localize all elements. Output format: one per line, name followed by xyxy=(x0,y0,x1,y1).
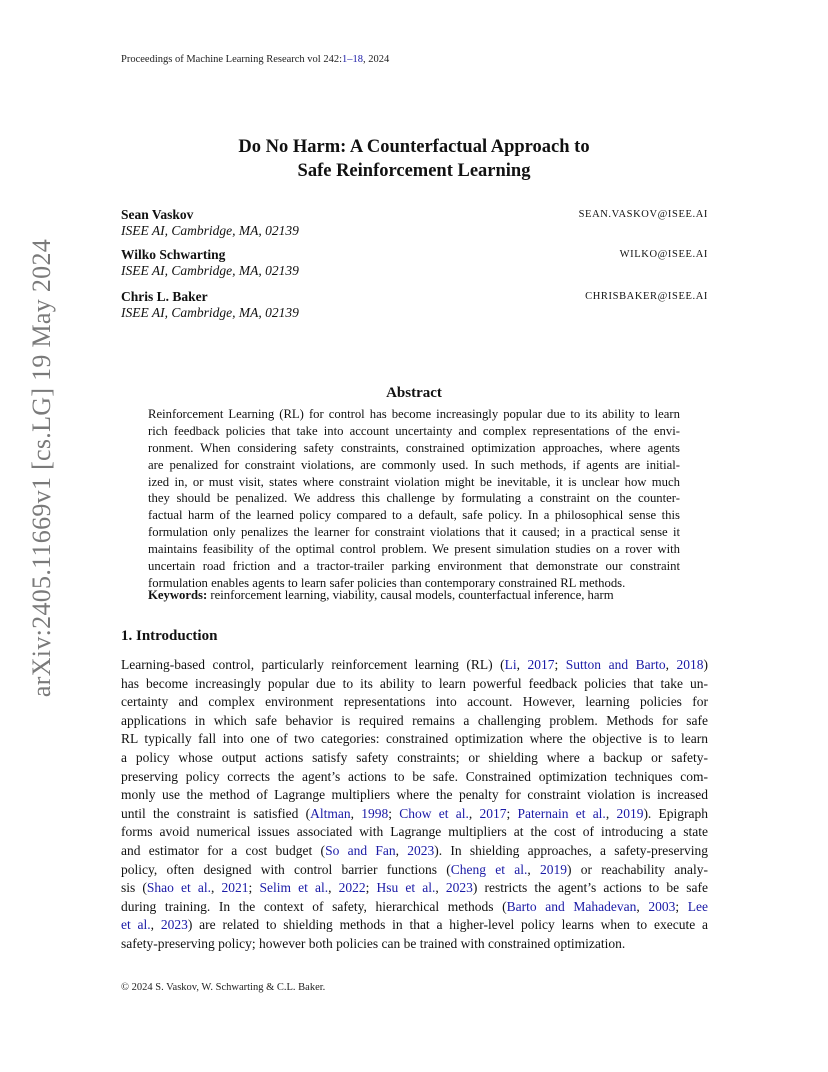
intro-line xyxy=(121,898,708,917)
author-affiliation: ISEE AI, Cambridge, MA, 02139 xyxy=(121,305,299,320)
intro-text: , xyxy=(468,805,480,821)
citation-link[interactable]: Shao et al. xyxy=(146,880,212,896)
citation-link[interactable]: Altman xyxy=(310,805,351,821)
title-line-2: Safe Reinforcement Learning xyxy=(297,161,531,181)
author-name: Chris L. Baker xyxy=(121,289,208,304)
citation-link[interactable]: 2018 xyxy=(676,657,704,672)
intro-text: safety-preserving policy; however both policies can be trained with constrained optimization. xyxy=(121,935,626,951)
citation-link[interactable]: Li xyxy=(504,657,517,672)
intro-text: a policy whose output actions satisfy safety constraints; or shielding where a backup or safety- xyxy=(121,749,708,765)
intro-line xyxy=(121,935,708,954)
intro-text: ; xyxy=(506,805,518,821)
citation-link[interactable]: Chow et al. xyxy=(399,805,469,821)
citation-link[interactable]: et al. xyxy=(121,917,151,933)
intro-text: has become increasingly popular due to its ability to learn powerful feedback policies that take un- xyxy=(121,675,708,691)
citation-link[interactable]: Cheng et al. xyxy=(450,861,528,877)
abstract-body xyxy=(148,406,680,592)
abstract-line: rich feedback policies that take into account uncertainty and complex representations of the envi- xyxy=(148,423,680,438)
abstract-line: uncertain road friction and a tractor-trailer parking environment that demonstrate our constraint xyxy=(148,559,680,574)
intro-text: certainty and complex environment representations into account. However, learning policies for xyxy=(121,694,708,710)
running-header xyxy=(121,54,389,65)
intro-text: ; xyxy=(675,898,688,914)
intro-line xyxy=(121,916,708,935)
intro-text: and estimator for a cost budget ( xyxy=(121,842,326,858)
citation-link[interactable]: 2017 xyxy=(527,657,555,672)
intro-text: ; xyxy=(248,880,260,896)
author-block xyxy=(121,289,708,321)
intro-text: , xyxy=(211,880,222,896)
intro-text: , xyxy=(516,657,528,672)
intro-line xyxy=(121,730,708,749)
citation-link[interactable]: Selim et al. xyxy=(259,880,329,896)
intro-text: ; xyxy=(554,657,566,672)
abstract-line: factual harm of the learned policy compared to a default, safe policy. In a philosophical sense this xyxy=(148,508,680,523)
intro-text: , xyxy=(395,842,408,858)
citation-link[interactable]: 2019 xyxy=(540,861,568,877)
intro-text: , xyxy=(435,880,446,896)
author-block xyxy=(121,247,708,279)
citation-link[interactable]: 2017 xyxy=(479,805,507,821)
author-name: Wilko Schwarting xyxy=(121,247,226,262)
intro-text: ; xyxy=(388,805,400,821)
intro-line xyxy=(121,805,708,824)
citation-link[interactable]: 2003 xyxy=(648,898,676,914)
intro-line xyxy=(121,712,708,731)
citation-link[interactable]: Sutton and Barto xyxy=(565,657,666,672)
intro-text: , xyxy=(636,898,649,914)
title-line-1: Do No Harm: A Counterfactual Approach to xyxy=(238,137,590,157)
citation-link[interactable]: 1998 xyxy=(361,805,389,821)
intro-text: ) restricts the agent’s actions to be safe xyxy=(472,880,708,896)
citation-link[interactable]: Paternain et al. xyxy=(517,805,606,821)
intro-text: ) xyxy=(703,657,708,672)
header-pages-link[interactable]: 1–18 xyxy=(342,54,364,65)
intro-line xyxy=(121,749,708,768)
section-heading: 1. Introduction xyxy=(121,628,218,644)
intro-line xyxy=(121,768,708,787)
intro-text: Learning-based control, particularly reinforcement learning (RL) ( xyxy=(121,657,505,672)
intro-paragraph xyxy=(121,656,708,954)
author-email[interactable]: CHRISBAKER@ISEE.AI xyxy=(585,291,708,302)
abstract-line: they should be penalized. We address this challenge by formulating a constraint on the counter- xyxy=(148,491,680,506)
intro-line xyxy=(121,861,708,880)
intro-line xyxy=(121,656,708,675)
intro-text: ; xyxy=(365,880,377,896)
intro-text: monly use the method of Lagrange multipliers where the penalty for constraint violation is increased xyxy=(121,787,708,803)
intro-line xyxy=(121,693,708,712)
keywords xyxy=(148,588,680,603)
intro-line xyxy=(121,879,708,898)
intro-text: applications in which safe behavior is required remains a challenging problem. Methods for safe xyxy=(121,712,708,728)
intro-text: ). In shielding approaches, a safety-preserving xyxy=(434,842,709,858)
citation-link[interactable]: Barto and Mahadevan xyxy=(506,898,637,914)
intro-text: , xyxy=(350,805,362,821)
intro-line xyxy=(121,675,708,694)
header-suffix: , 2024 xyxy=(363,54,390,65)
arxiv-stamp: arXiv:2405.11669v1 [cs.LG] 19 May 2024 xyxy=(27,238,56,698)
intro-text: ) are related to shielding methods in that a higher-level policy learns when to execute a xyxy=(187,917,708,933)
header-prefix: Proceedings of Machine Learning Research vol 242: xyxy=(121,54,343,65)
author-affiliation: ISEE AI, Cambridge, MA, 02139 xyxy=(121,263,299,278)
intro-text: forms avoid numerical issues associated with Lagrange multipliers at the cost of introducing a state xyxy=(121,824,708,840)
intro-text: until the constraint is satisfied ( xyxy=(121,805,311,821)
intro-line xyxy=(121,823,708,842)
abstract-line: are penalized for constraint violations, are commonly used. In such methods, if agents are initial- xyxy=(148,457,680,472)
citation-link[interactable]: 2022 xyxy=(338,880,366,896)
intro-text: , xyxy=(665,657,677,672)
citation-link[interactable]: 2023 xyxy=(445,880,473,896)
intro-text: during training. In the context of safety, hierarchical methods ( xyxy=(121,898,507,914)
author-block xyxy=(121,207,708,239)
citation-link[interactable]: 2021 xyxy=(221,880,249,896)
abstract-line: Reinforcement Learning (RL) for control has become increasingly popular due to its ability to learn xyxy=(148,407,680,421)
citation-link[interactable]: Lee xyxy=(687,898,709,914)
citation-link[interactable]: 2019 xyxy=(616,805,644,821)
intro-text: , xyxy=(150,917,161,933)
paper-title xyxy=(0,135,828,183)
intro-text: , xyxy=(328,880,339,896)
citation-link[interactable]: So and Fan xyxy=(325,842,396,858)
abstract-line: formulation enables agents to learn safer policies than contemporary constrained RL methods. xyxy=(148,575,626,590)
intro-line xyxy=(121,842,708,861)
citation-link[interactable]: Hsu et al. xyxy=(376,880,436,896)
intro-text: , xyxy=(527,861,541,877)
abstract-line: maintains feasibility of the optimal control problem. We present simulation studies on a rover with xyxy=(148,542,680,557)
copyright-footer: © 2024 S. Vaskov, W. Schwarting & C.L. Baker. xyxy=(121,982,326,993)
intro-text: ). Epigraph xyxy=(643,805,709,821)
keywords-label: Keywords: xyxy=(148,588,208,602)
intro-text: sis ( xyxy=(121,880,147,896)
intro-text: policy, often designed with control barrier functions ( xyxy=(121,861,451,877)
citation-link[interactable]: 2023 xyxy=(160,917,188,933)
abstract-line: ized in, or must visit, states where constraint violation might be inevitable, it is unclear how much xyxy=(148,474,680,489)
abstract-line: formulation only penalizes the learner for constraint violations that it caused; in a practical sense it xyxy=(148,525,680,540)
author-email[interactable]: WILKO@ISEE.AI xyxy=(619,249,708,260)
intro-text: preserving policy corrects the agent’s actions to be safe. Constrained optimization techniques com- xyxy=(121,768,708,784)
intro-text: RL typically fall into one of two categories: constrained optimization where the objective is to learn xyxy=(121,731,708,747)
author-email[interactable]: SEAN.VASKOV@ISEE.AI xyxy=(578,209,708,220)
intro-text: ) or reachability analy- xyxy=(567,861,709,877)
author-name: Sean Vaskov xyxy=(121,207,194,222)
keywords-text: reinforcement learning, viability, causal models, counterfactual inference, harm xyxy=(207,588,614,602)
abstract-line: ronment. When considering safety constraints, constrained optimization approaches, where agents xyxy=(148,440,680,455)
intro-text: , xyxy=(605,805,617,821)
author-affiliation: ISEE AI, Cambridge, MA, 02139 xyxy=(121,223,299,238)
abstract-heading: Abstract xyxy=(386,385,442,401)
citation-link[interactable]: 2023 xyxy=(407,842,435,858)
intro-line xyxy=(121,786,708,805)
